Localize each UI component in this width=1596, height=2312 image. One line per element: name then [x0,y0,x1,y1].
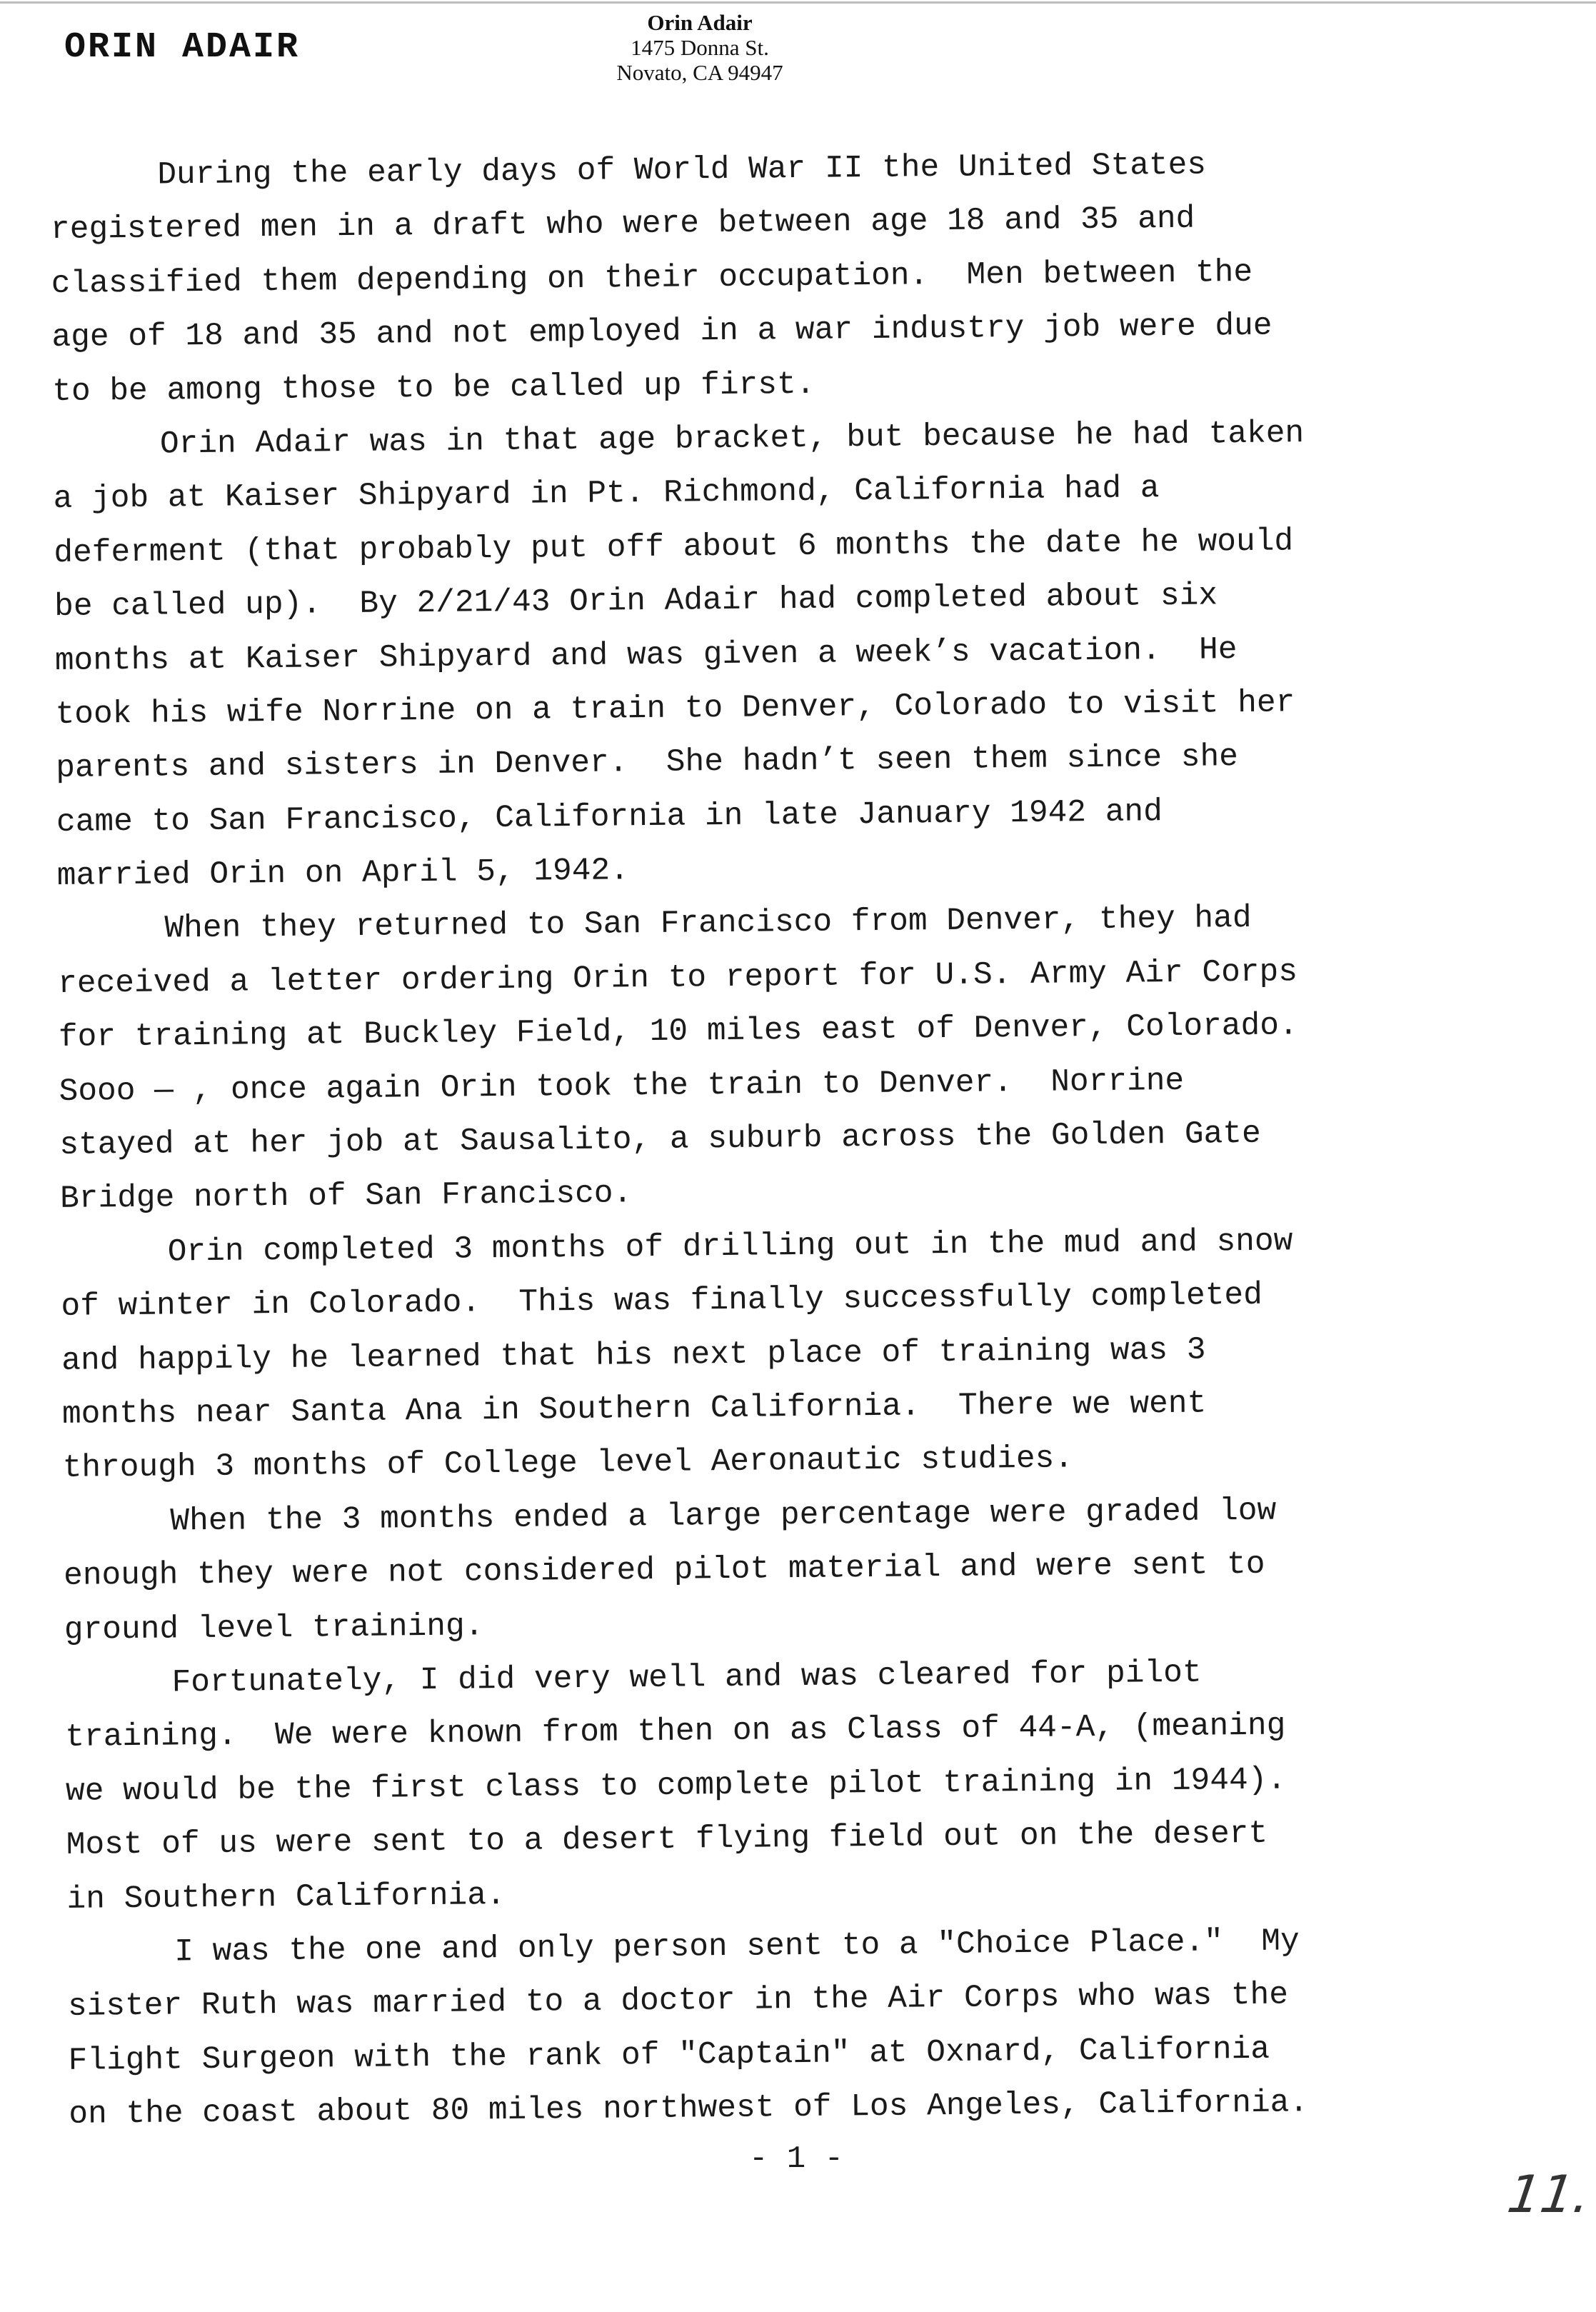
text-line: married Orin on April 5, 1942. [56,853,630,895]
text-line: a job at Kaiser Shipyard in Pt. Richmond, California had a [53,471,1160,518]
text-line: During the early days of World War II the United States [157,147,1207,194]
body-text [50,136,1490,2142]
text-line: I was the one and only person sent to a "Choice Place." My [174,1923,1300,1971]
author-heading: ORIN ADAIR [64,27,301,68]
text-line: Flight Surgeon with the rank of "Captain" at Oxnard, California [68,2031,1270,2079]
text-line: age of 18 and 35 and not employed in a war industry job were due [51,308,1273,356]
text-line: classified them depending on their occupation. Men between the [51,254,1253,302]
text-line: to be among those to be called up first. [52,366,815,410]
text-line: Bridge north of San Francisco. [59,1176,633,1218]
text-line: months at Kaiser Shipyard and was given a week’s vacation. He [54,631,1238,679]
handwritten-page-mark: 11. [1504,2164,1595,2224]
text-line: took his wife Norrine on a train to Denver, Colorado to visit her [55,685,1295,733]
text-line: months near Santa Ana in Southern California. There we went [61,1386,1207,1433]
text-line: Fortunately, I did very well and was cleared for pilot [171,1655,1202,1701]
address-city: Novato, CA 94947 [616,60,783,85]
text-line: for training at Buckley Field, 10 miles east of Denver, Colorado. [58,1008,1298,1056]
page-number: - 1 - [748,2141,844,2177]
text-line: deferment (that probably put off about 6 months the date he would [54,524,1294,571]
text-line: of winter in Colorado. This was finally successfully completed [61,1277,1263,1326]
text-line: Most of us were sent to a desert flying field out on the desert [66,1816,1268,1863]
text-line: Orin Adair was in that age bracket, but because he had taken [159,416,1305,463]
text-line: registered men in a draft who were between age 18 and 35 and [50,201,1195,249]
text-line: ground level training. [64,1608,484,1648]
address-name: Orin Adair [647,10,753,35]
text-line: training. We were known from then on as Class of 44-A, (meaning [65,1708,1286,1756]
text-line: came to San Francisco, California in late January 1942 and [56,794,1163,841]
text-line: enough they were not considered pilot material and were sent to [63,1546,1265,1595]
text-line: stayed at her job at Sausalito, a suburb across the Golden Gate [59,1116,1261,1163]
text-line: through 3 months of College level Aeronautic studies. [62,1441,1074,1487]
text-line: sister Ruth was married to a doctor in the Air Corps who was the [67,1977,1289,2026]
text-line: be called up). By 2/21/43 Orin Adair had completed about six [54,578,1218,626]
text-line: and happily he learned that his next place of training was 3 [61,1332,1206,1379]
text-line: received a letter ordering Orin to report for U.S. Army Air Corps [57,954,1298,1002]
address-street: 1475 Donna St. [631,35,769,60]
text-line: we would be the first class to complete pilot training in 1944). [65,1762,1287,1810]
text-line: parents and sisters in Denver. She hadn’t seen them since she [56,739,1239,787]
text-line: Orin completed 3 months of drilling out in the mud and snow [167,1223,1293,1271]
text-line: When they returned to San Francisco from Denver, they had [164,901,1252,947]
top-border-rule [0,1,1596,4]
text-line: Sooo — , once again Orin took the train to Denver. Norrine [59,1063,1185,1110]
address-block [564,10,835,85]
text-line: in Southern California. [66,1877,506,1918]
text-line: When the 3 months ended a large percentage were graded low [170,1493,1277,1540]
text-line: on the coast about 80 miles northwest of Los Angeles, California. [69,2085,1309,2133]
